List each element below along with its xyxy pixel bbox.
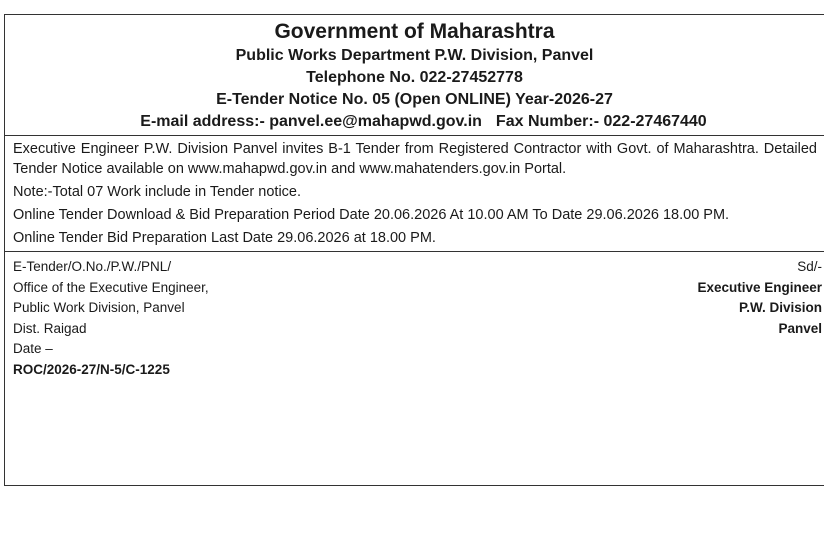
date-field: Date –	[13, 341, 53, 356]
fax-number: Fax Number:- 022-27467440	[495, 113, 707, 130]
signatory-place: Panvel	[778, 320, 822, 336]
footer-left	[13, 257, 209, 380]
office-name: Office of the Executive Engineer,	[13, 279, 209, 295]
notice-footer	[5, 252, 824, 380]
contact-line	[5, 111, 824, 133]
signatory-division: P.W. Division	[738, 300, 822, 315]
roc-number: ROC/2026-27/N-5/C-1225	[13, 361, 170, 377]
notice-header	[5, 15, 824, 133]
notice-number-line: E-Tender Notice No. 05 (Open ONLINE) Year-2026-27	[216, 91, 613, 108]
signature-mark: Sd/-	[797, 259, 822, 274]
reference-number: E-Tender/O.No./P.W./PNL/	[13, 259, 172, 274]
signatory-designation: Executive Engineer	[697, 279, 822, 295]
footer-right	[697, 257, 822, 380]
telephone-line: Telephone No. 022-27452778	[306, 69, 523, 86]
notice-body	[5, 136, 824, 248]
email-address: E-mail address:- panvel.ee@mahapwd.gov.in	[140, 113, 482, 130]
works-note: Note:-Total 07 Work include in Tender notice.	[13, 184, 302, 200]
district-name: Dist. Raigad	[13, 320, 87, 336]
department-line: Public Works Department P.W. Division, Panvel	[235, 47, 594, 64]
tender-notice	[4, 14, 824, 486]
division-name: Public Work Division, Panvel	[13, 300, 185, 315]
download-period-paragraph: Online Tender Download & Bid Preparation Period Date 20.06.2026 At 10.00 AM To Date 29.06.2026 18.00 PM.	[13, 207, 730, 223]
notice-title: Government of Maharashtra	[274, 20, 555, 43]
invitation-paragraph: Executive Engineer P.W. Division Panvel invites B-1 Tender from Registered Contractor with Govt. of Maharashtra. Detailed Tender Notice available on www.mahapwd.gov.in and www.mahatenders.gov.in Portal.	[13, 141, 817, 177]
last-date-paragraph: Online Tender Bid Preparation Last Date 29.06.2026 at 18.00 PM.	[13, 230, 436, 246]
